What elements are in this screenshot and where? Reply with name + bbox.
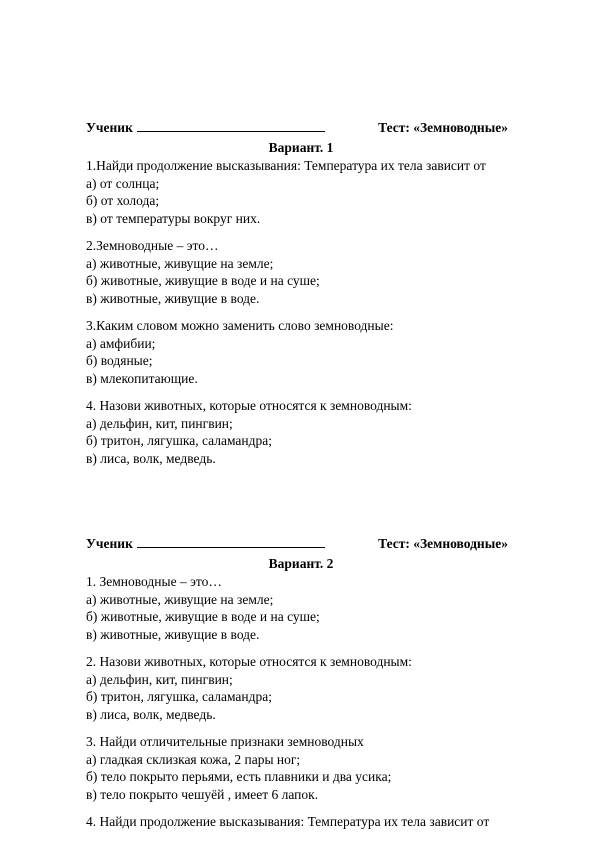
- header-row: [86, 120, 516, 138]
- question-3: [86, 733, 516, 803]
- variant-1-block: [86, 120, 516, 477]
- variant-2-block: [86, 536, 516, 841]
- student-label: Ученик: [86, 120, 133, 135]
- answer-option-b: б) от холода;: [86, 193, 160, 208]
- answer-option-c: в) животные, живущие в воде.: [86, 290, 260, 306]
- student-name-blank: [137, 537, 325, 548]
- header-row: [86, 536, 516, 554]
- question-4: [86, 397, 516, 467]
- answer-option-b: б) животные, живущие в воде и на суше;: [86, 609, 320, 624]
- student-field: [86, 120, 325, 136]
- answer-option-b: б) тритон, лягушка, саламандра;: [86, 433, 272, 448]
- question-4: [86, 813, 516, 831]
- student-field: [86, 536, 325, 552]
- test-title: Тест: «Земноводные»: [378, 120, 508, 135]
- question-text: 4. Найди продолжение высказывания: Температура их тела зависит от: [86, 814, 490, 829]
- question-text: 3. Найди отличительные признаки земноводных: [86, 734, 364, 749]
- variant-label: Вариант. 1: [268, 140, 334, 155]
- answer-option-c: в) животные, живущие в воде.: [86, 626, 260, 642]
- variant-label: Вариант. 2: [268, 556, 334, 571]
- question-text: 2. Назови животных, которые относятся к земноводным:: [86, 654, 412, 669]
- student-name-blank: [137, 121, 325, 132]
- answer-option-a: а) от солнца;: [86, 175, 160, 191]
- answer-option-c: в) тело покрыто чешуёй , имеет 6 лапок.: [86, 786, 319, 802]
- question-text: 3.Каким словом можно заменить слово земноводные:: [86, 318, 394, 333]
- question-2: [86, 237, 516, 307]
- test-title: Тест: «Земноводные»: [378, 536, 508, 551]
- question-2: [86, 653, 516, 723]
- answer-option-b: б) водяные;: [86, 353, 153, 368]
- answer-option-b: б) тритон, лягушка, саламандра;: [86, 689, 272, 704]
- answer-option-a: а) животные, живущие на земле;: [86, 591, 274, 607]
- question-text: 1. Земноводные – это…: [86, 574, 222, 589]
- question-text: 1.Найди продолжение высказывания: Температура их тела зависит от: [86, 158, 486, 173]
- answer-option-b: б) животные, живущие в воде и на суше;: [86, 273, 320, 288]
- answer-option-a: а) животные, живущие на земле;: [86, 255, 274, 271]
- answer-option-c: в) млекопитающие.: [86, 370, 198, 386]
- answer-option-c: в) от температуры вокруг них.: [86, 210, 261, 226]
- question-text: 4. Назови животных, которые относятся к земноводным:: [86, 398, 412, 413]
- question-1: [86, 573, 516, 643]
- question-3: [86, 317, 516, 387]
- answer-option-a: а) дельфин, кит, пингвин;: [86, 671, 233, 687]
- answer-option-a: а) гладкая склизкая кожа, 2 пары ног;: [86, 751, 301, 767]
- answer-option-a: а) амфибии;: [86, 335, 156, 351]
- student-label: Ученик: [86, 536, 133, 551]
- question-text: 2.Земноводные – это…: [86, 238, 219, 253]
- answer-option-a: а) дельфин, кит, пингвин;: [86, 415, 233, 431]
- question-1: [86, 157, 516, 227]
- answer-option-b: б) тело покрыто перьями, есть плавники и два усика;: [86, 769, 392, 784]
- answer-option-c: в) лиса, волк, медведь.: [86, 706, 216, 722]
- answer-option-c: в) лиса, волк, медведь.: [86, 450, 216, 466]
